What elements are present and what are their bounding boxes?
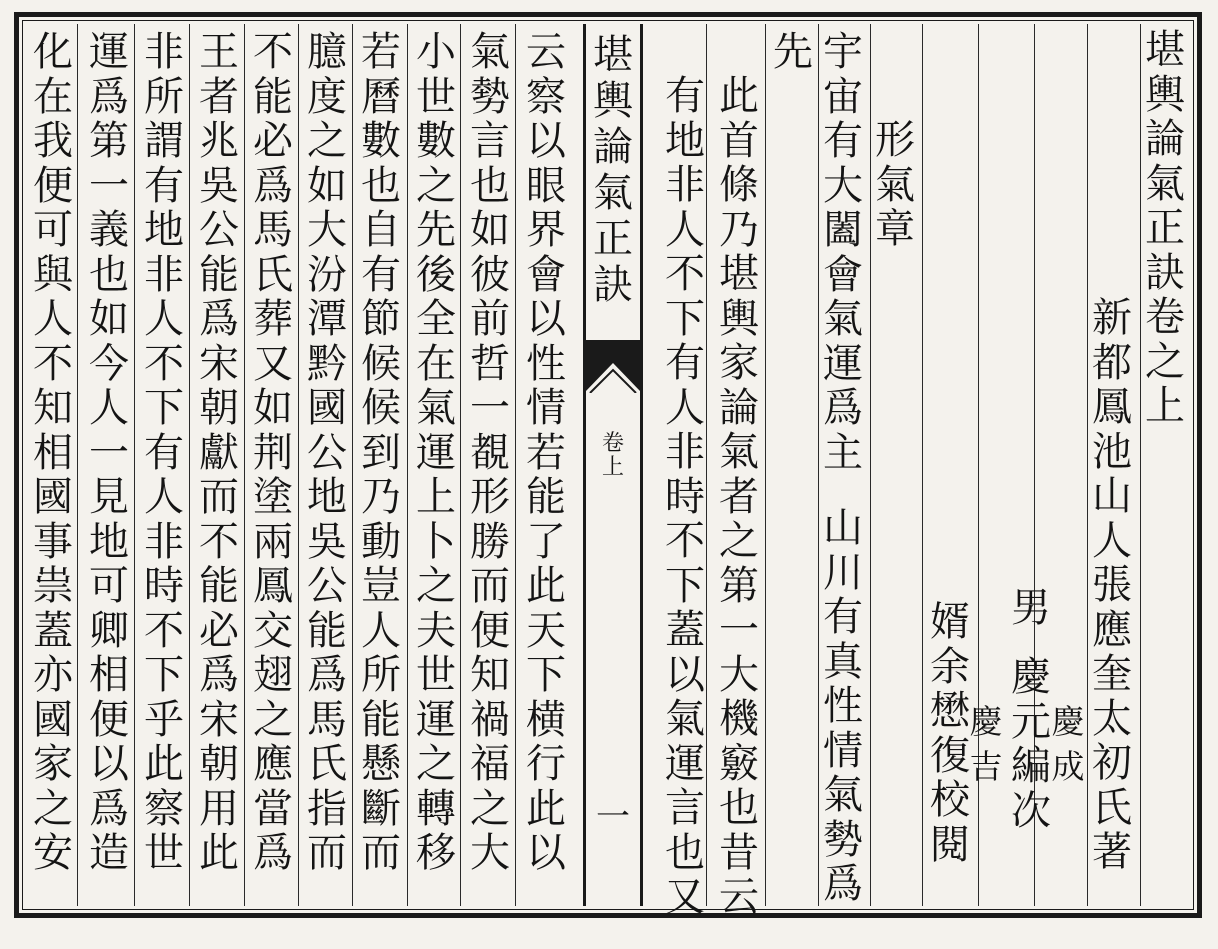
column-rule xyxy=(77,24,78,906)
fold-book-title: 堪 輿 論 氣 正 訣 xyxy=(593,32,633,308)
body-column: 云 察 以 眼 界 會 以 性 情 若 能 了 此 天 下 横 行 此 以 xyxy=(526,29,566,876)
heading-continuation: 先 xyxy=(773,29,813,75)
fishtail-icon xyxy=(586,353,640,393)
column-rule xyxy=(189,24,190,906)
column-rule xyxy=(515,24,516,906)
column-rule xyxy=(870,24,871,906)
heading-line-lower: 山 川 有 真 性 情 氣 勢 爲 xyxy=(823,505,863,907)
body-column: 運 爲 第 一 義 也 如 今 人 一 見 地 可 卿 相 便 以 爲 造 xyxy=(89,29,129,876)
body-column: 非 所 謂 有 地 非 人 不 下 有 人 非 時 不 下 乎 此 察 世 xyxy=(144,29,184,876)
body-column: 此 首 條 乃 堪 輿 家 論 氣 者 之 第 一 大 機 竅 也 昔 云 xyxy=(719,73,759,920)
column-rule xyxy=(818,24,819,906)
column-rule xyxy=(460,24,461,906)
body-column: 不 能 必 爲 馬 氏 葬 又 如 荆 塗 兩 鳳 交 翅 之 應 當 爲 xyxy=(253,29,293,876)
folio-number: 一 xyxy=(596,797,630,837)
column-rule xyxy=(298,24,299,906)
chapter-heading: 形 氣 章 xyxy=(875,117,915,252)
editor-name-1: 慶 成 xyxy=(1051,702,1085,786)
heading-line-upper: 宇 宙 有 大 闔 會 氣 運 爲 主 xyxy=(823,29,863,476)
center-fold xyxy=(583,24,643,906)
column-rule xyxy=(352,24,353,906)
fold-volume-label: 卷 上 xyxy=(601,431,624,480)
body-column: 王 者 兆 吳 公 能 爲 宋 朝 獻 而 不 能 必 爲 宋 朝 用 此 xyxy=(199,29,239,876)
body-column: 臆 度 之 如 大 汾 潭 黔 國 公 地 吳 公 能 爲 馬 氏 指 而 xyxy=(307,29,347,876)
editor-name-3: 慶 吉 xyxy=(969,702,1003,786)
column-rule xyxy=(1140,24,1141,906)
column-rule xyxy=(244,24,245,906)
fishtail-bar xyxy=(586,340,640,354)
editor-relation: 男 xyxy=(1011,585,1051,631)
column-rule xyxy=(407,24,408,906)
body-column: 氣 勢 言 也 如 彼 前 哲 一 覩 形 勝 而 便 知 禍 福 之 大 xyxy=(470,29,510,876)
column-rule xyxy=(134,24,135,906)
book-title-column: 堪 輿 論 氣 正 訣 卷 之 上 xyxy=(1145,27,1185,429)
column-rule xyxy=(922,24,923,906)
column-rule xyxy=(765,24,766,906)
body-column: 有 地 非 人 不 下 有 人 非 時 不 下 蓋 以 氣 運 言 也 又 xyxy=(665,73,705,920)
editor-column: 慶 元 編 次 xyxy=(1011,654,1051,834)
body-column: 化 在 我 便 可 與 人 不 知 相 國 事 祟 蓋 亦 國 家 之 安 xyxy=(33,29,73,876)
body-column: 若 曆 數 也 自 有 節 候 候 到 乃 動 豈 人 所 能 懸 斷 而 xyxy=(361,29,401,876)
body-column: 小 世 數 之 先 後 全 在 氣 運 上 卜 之 夫 世 運 之 轉 移 xyxy=(416,29,456,876)
proofreader-column: 婿 余 懋 復 校 閱 xyxy=(930,599,970,868)
author-column: 新 都 鳳 池 山 人 張 應 奎 太 初 氏 著 xyxy=(1092,295,1132,875)
